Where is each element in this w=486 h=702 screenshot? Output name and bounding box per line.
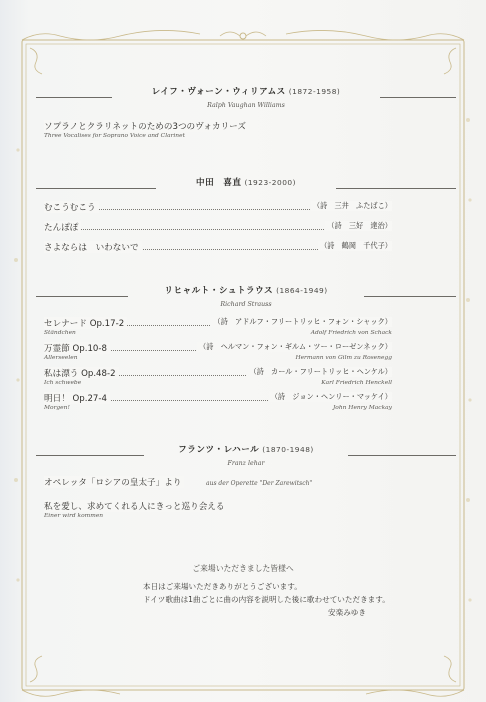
work-title: 私は漂う Op.48-2 bbox=[44, 367, 119, 379]
work-title: ソプラノとクラリネットのための3つのヴォカリーズ bbox=[44, 120, 249, 132]
poet-name: （詩 鶴岡 千代子） bbox=[320, 241, 392, 250]
program-item bbox=[44, 201, 392, 223]
divider-left bbox=[36, 188, 156, 189]
work-title-en: Three Vocalises for Soprano Voice and Clarinet bbox=[44, 133, 185, 139]
program-item bbox=[44, 500, 392, 522]
divider-left bbox=[36, 455, 144, 456]
work-title-en: Allerseelen bbox=[44, 355, 78, 361]
work-title: オペレッタ「ロシアの皇太子」より bbox=[44, 476, 184, 488]
work-title: むこうむこう bbox=[44, 201, 99, 213]
composer-name: フランツ・レハール (1870-1948) bbox=[178, 445, 314, 455]
work-subtitle-en: aus der Operette "Der Zarewitsch" bbox=[206, 480, 313, 487]
divider-left bbox=[36, 296, 128, 297]
composer-name-en: Ralph Vaughan Williams bbox=[207, 102, 285, 109]
poet-name: （詩 ヘルマン・フォン・ギルム・ツー・ローゼンネック） bbox=[199, 342, 392, 351]
note-line: ドイツ歌曲は1曲ごとに曲の内容を説明した後に歌わせていただきます。 bbox=[143, 595, 390, 604]
divider-right bbox=[380, 97, 456, 98]
divider-left bbox=[36, 97, 112, 98]
poet-name: （詩 三好 達治） bbox=[327, 221, 392, 230]
composer-dates: (1870-1948) bbox=[262, 445, 314, 454]
divider-right bbox=[336, 188, 456, 189]
work-title: 明日！ Op.27-4 bbox=[44, 392, 110, 404]
work-title-en: Ständchen bbox=[44, 330, 76, 336]
program-item bbox=[44, 367, 392, 389]
composer-name-en: Richard Strauss bbox=[220, 301, 272, 308]
work-title-en: Morgen! bbox=[44, 405, 70, 411]
poet-name-en: Adolf Friedrich von Schack bbox=[310, 330, 392, 336]
program-item bbox=[44, 120, 392, 142]
divider-right bbox=[348, 455, 456, 456]
work-title-en: Einer wird kommen bbox=[44, 513, 104, 519]
program-item bbox=[44, 317, 392, 339]
work-title: さよならは いわないで bbox=[44, 241, 142, 253]
composer-dates: (1923-2000) bbox=[244, 178, 297, 187]
composer-dates: (1872-1958) bbox=[288, 87, 341, 96]
work-title: セレナード Op.17-2 bbox=[44, 317, 127, 329]
work-title: 私を愛し、求めてくれる人にきっと巡り会える bbox=[44, 500, 227, 512]
poet-name: （詩 三井 ふたばこ） bbox=[312, 201, 392, 210]
program-item bbox=[44, 392, 392, 414]
section-header-lehar bbox=[36, 443, 456, 473]
note-signature: 安楽みゆき bbox=[328, 608, 366, 617]
note-title: ご来場いただきました皆様へ bbox=[192, 564, 294, 573]
program-item bbox=[44, 342, 392, 364]
poet-name-en: John Henry Mackay bbox=[332, 405, 392, 411]
composer-name: 中田 喜直 (1923-2000) bbox=[195, 178, 297, 188]
work-title: たんぽぽ bbox=[44, 221, 81, 233]
composer-dates: (1864-1949) bbox=[276, 286, 328, 295]
poet-name-en: Hermann von Gilm zu Rosenegg bbox=[295, 355, 392, 361]
poet-name: （詩 カール・フリートリッヒ・ヘンケル） bbox=[249, 367, 392, 376]
composer-name: レイフ・ヴォーン・ウィリアムス (1872-1958) bbox=[151, 87, 341, 97]
program-item bbox=[44, 221, 392, 243]
work-title: 万霊節 Op.10-8 bbox=[44, 342, 110, 354]
poet-name-en: Karl Friedrich Henckell bbox=[321, 380, 392, 386]
section-header-vaughan-williams bbox=[36, 85, 456, 115]
divider-right bbox=[364, 296, 456, 297]
note-line: 本日はご来場いただきありがとうございます。 bbox=[143, 582, 302, 591]
work-title-en: Ich schwebe bbox=[44, 380, 82, 386]
poet-name: （詩 アドルフ・フリートリッヒ・フォン・シャック） bbox=[213, 317, 392, 326]
poet-name: （詩 ジョン・ヘンリー・マッケイ） bbox=[270, 392, 392, 401]
program-item bbox=[44, 241, 392, 263]
section-header-strauss bbox=[36, 284, 456, 314]
composer-name: リヒャルト・シュトラウス (1864-1949) bbox=[164, 286, 328, 296]
composer-name-en: Franz lehar bbox=[227, 460, 265, 467]
